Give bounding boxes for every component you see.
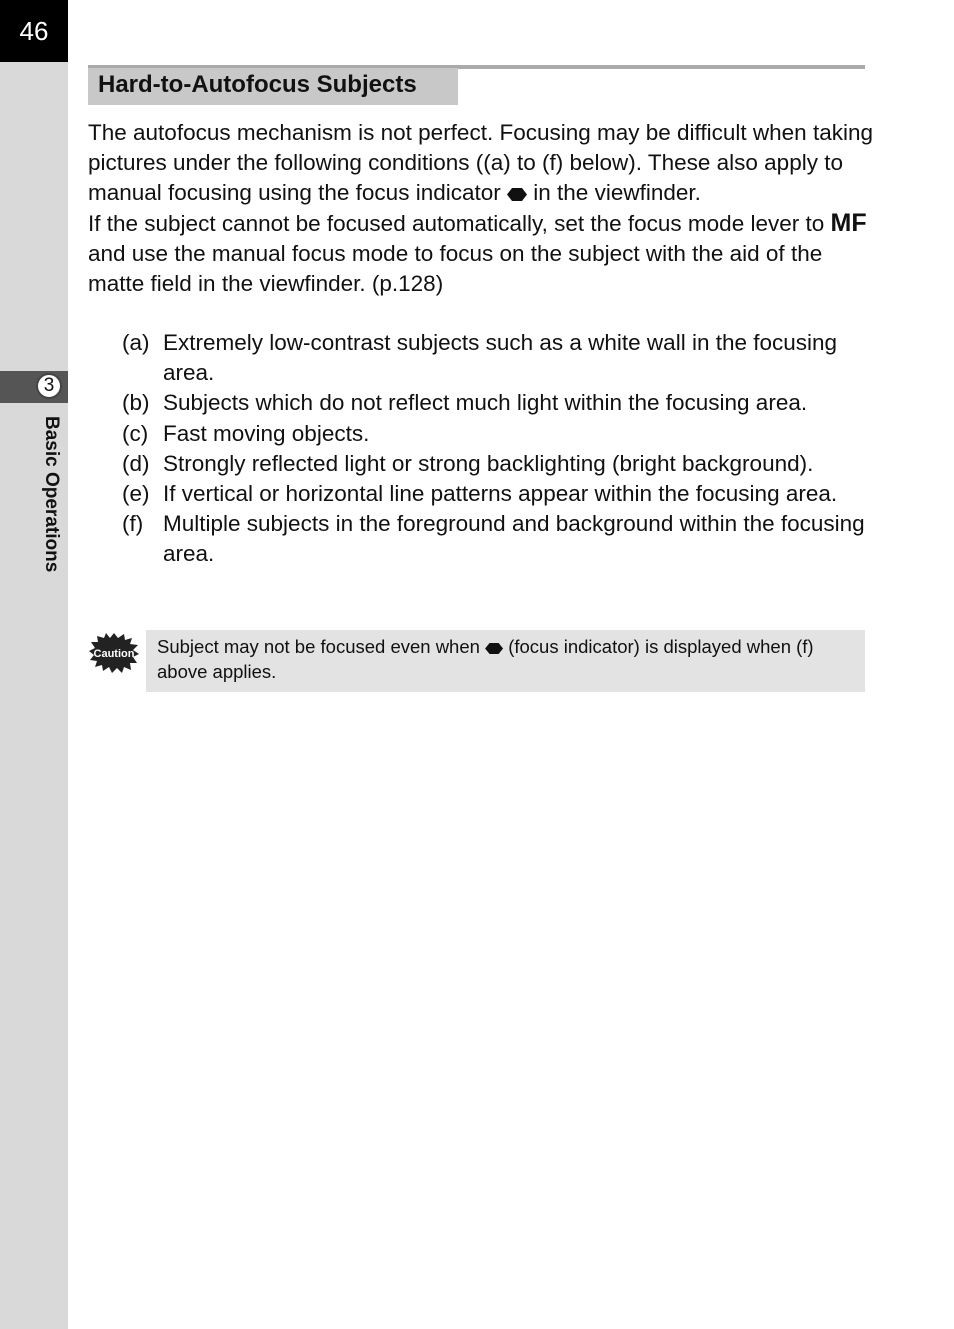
- caution-note: [146, 630, 865, 692]
- list-item: [122, 419, 882, 449]
- caution-text-b: (focus indicator) is displayed when (f) above applies.: [157, 636, 814, 682]
- caution-icon-label: Caution: [93, 648, 135, 660]
- side-strip: [0, 0, 68, 1329]
- intro-p2-a: If the subject cannot be focused automatically, set the focus mode lever to: [88, 211, 825, 236]
- list-text: Strongly reflected light or strong backlighting (bright background).: [163, 450, 814, 476]
- list-marker: (c): [122, 420, 149, 446]
- list-text: Subjects which do not reflect much light within the focusing area.: [163, 390, 808, 416]
- list-text: Multiple subjects in the foreground and background within the focusing area.: [163, 511, 865, 567]
- intro-text: [88, 118, 878, 299]
- caution-text-a: Subject may not be focused even when: [157, 636, 480, 657]
- intro-p2-b: and use the manual focus mode to focus on the subject with the aid of the matte field in the viewfinder. (p.128): [88, 241, 823, 296]
- focus-indicator-icon: [485, 643, 503, 654]
- list-item: [122, 509, 882, 569]
- list-text: Fast moving objects.: [163, 420, 370, 446]
- list-item: [122, 449, 882, 479]
- section-title: Hard-to-Autofocus Subjects: [88, 68, 458, 105]
- caution-icon: [89, 633, 139, 673]
- intro-paragraph-2: [88, 208, 878, 299]
- list-item: [122, 388, 882, 418]
- list-marker: (e): [122, 481, 150, 507]
- conditions-list: [122, 328, 882, 570]
- list-text: If vertical or horizontal line patterns appear within the focusing area.: [163, 481, 838, 507]
- list-marker: (d): [122, 450, 150, 476]
- chapter-number: 3: [36, 373, 62, 399]
- list-item: [122, 328, 882, 388]
- page-number: 46: [0, 0, 68, 62]
- focus-indicator-icon: [507, 188, 527, 201]
- intro-paragraph-1: [88, 118, 878, 208]
- mf-symbol: MF: [830, 209, 867, 237]
- list-marker: (a): [122, 330, 150, 355]
- list-text: Extremely low-contrast subjects such as a white wall in the focusing area.: [163, 330, 838, 386]
- intro-p1-b: in the viewfinder.: [533, 180, 701, 205]
- list-item: [122, 479, 882, 509]
- list-marker: (f): [122, 511, 144, 537]
- chapter-label: Basic Operations: [41, 416, 62, 573]
- intro-p1-a: The autofocus mechanism is not perfect. Focusing may be difficult when taking pictures under the following conditions ((a) to (f) below). These also apply to manual focusing using the focus indicator: [88, 120, 873, 205]
- list-marker: (b): [122, 390, 150, 416]
